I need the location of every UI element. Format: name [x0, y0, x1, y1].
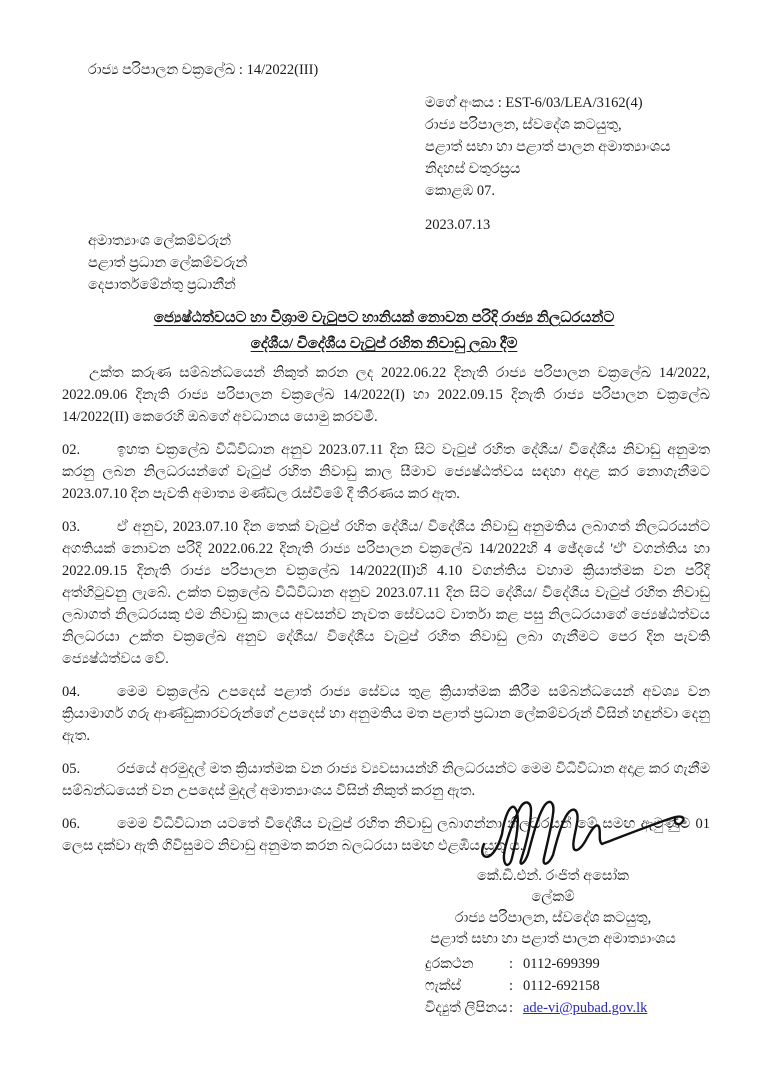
paragraph-number: 06. [62, 816, 81, 832]
separator: : [509, 956, 514, 972]
recipients-block [88, 230, 247, 296]
paragraph-number: 02. [62, 442, 81, 458]
sender-city: කොළඹ 07. [425, 183, 495, 199]
email-label: විද්‍යුත් ලිපිනය [425, 1000, 508, 1016]
signatory-block [400, 866, 706, 950]
signatory-name: කේ.ඩී.එන්. රංජිත් අසෝක [477, 868, 629, 884]
handwritten-signature-image [466, 796, 701, 874]
paragraph-03: 03. ඒ අනුව, 2023.07.10 දින තෙක් වැටුප් රහිත දේශීය/ විදේශීය නිවාඩු අනුමතිය ලබාගත් නිලධරයන්ට අගතියක් නොවන පරිදි 2022.06.22 දිනැති රාජ්‍ය පරිපාලන චක්‍රලේඛ 14/2022හි 4 ඡේදයේ 'ඒ' වගන්තිය හා 2022.09.15 දිනැති රාජ්‍ය පරිපාලන චක්‍රලේඛ 14/2022(II)හි 4.10 වගන්තිය වහාම ක්‍රියාත්මක වන පරිදි අත්හිටුවනු ලැබේ. උක්ත චක්‍රලේඛ විධිවිධාන අනුව 2023.07.11 දින සිට දේශීය/ විදේශීය වැටුප් රහිත නිවාඩු ලබාගත් නිලධරයකු එම නිවාඩු කාලය අවසන්ව නැවත සේවයට වාර්තා කළ පසු නිලධරයාගේ ජ්‍යෙෂ්ඨත්වය නිලධරයා උක්ත චක්‍රලේඛ අනුව දේශීය/ විදේශීය වැටුප් රහිත නිවාඩු ලබා ගැනීමට පෙර දින පැවති ජ්‍යෙෂ්ඨත්වය වේ. [62, 516, 710, 670]
fax-value: 0112-692158 [523, 978, 600, 994]
recipient-line: පළාත් ප්‍රධාන ලේකම්වරුන් [88, 255, 248, 271]
paragraph-06: 06. මෙම විධිවිධාන යටතේ විදේශීය වැටුප් රහිත නිවාඩු ලබාගන්නා නිලධරයන් මේ සමඟ ඇමුණුම 01 ලෙස දක්වා ඇති ගිවිසුමට නිවාඩු අනුමත කරන බලධරයා සමඟ එළඹිය යුතු ය. [62, 813, 710, 857]
paragraph-number: 05. [62, 761, 81, 777]
contact-row-email [425, 997, 647, 1019]
sender-ministry-line1: රාජ්‍ය පරිපාලන, ස්වදේශ කටයුතු, [425, 117, 622, 133]
telephone-label: දුරකථන [425, 956, 474, 972]
document-title-line1: ජ්‍යෙෂ්ඨත්වයට හා විශ්‍රාම වැටුපට හානියක් නොවන පරිදි රාජ්‍ය නිලධරයන්ට [153, 310, 615, 326]
paragraph-01: උක්ත කරුණ සම්බන්ධයෙන් නිකුත් කරන ලද 2022.06.22 දිනැති රාජ්‍ය පරිපාලන චක්‍රලේඛ 14/2022, 2022.09.06 දිනැති රාජ්‍ය පරිපාලන චක්‍රලේඛ 14/2022(I) හා 2022.09.15 දිනැති රාජ්‍ය පරිපාලන චක්‍රලේඛ 14/2022(II) කෙරෙහි ඔබගේ අවධානය යොමු කරවමි. [62, 365, 710, 425]
paragraph-02: 02. ඉහත චක්‍රලේඛ විධිවිධාන අනුව 2023.07.11 දින සිට වැටුප් රහිත දේශීය/ විදේශීය නිවාඩු අනුමත කරනු ලබන නිලධරයන්ගේ වැටුප් රහිත නිවාඩු කාල සීමාව ජ්‍යෙෂ්ඨත්වය සඳහා අදාළ කර නොගැනීමට 2023.07.10 දින පැවති අමාත්‍ය මණ්ඩල රැස්වීමේ දී තීරණය කර ඇත. [62, 439, 710, 505]
separator: : [509, 978, 514, 994]
sender-street: නිදහස් චතුරස්‍රය [425, 161, 521, 177]
telephone-value: 0112-699399 [523, 956, 600, 972]
document-title-line2: දේශීය/ විදේශීය වැටුප් රහිත නිවාඩු ලබා දීම [250, 336, 518, 352]
contact-row-telephone [425, 953, 647, 975]
circular-reference: රාජ්‍ය පරිපාලන චක්‍රලේඛ : 14/2022(III) [88, 62, 319, 78]
letter-body [62, 362, 710, 868]
recipient-line: අමාත්‍යාංශ ලේකම්වරුන් [88, 233, 232, 249]
paragraph-05: 05. රජයේ අරමුදල් මත ක්‍රියාත්මක වන රාජ්‍ය ව්‍යවසායන්හි නිලධරයන්ට මෙම විධිවිධාන අදාළ කර ගැනීම සම්බන්ධයෙන් වන උපදෙස් මුදල් අමාත්‍යාංශය විසින් නිකුත් කරනු ඇත. [62, 758, 710, 802]
fax-label: ෆැක්ස් [425, 978, 462, 994]
contact-block [425, 953, 647, 1019]
paragraph-number: 03. [62, 519, 81, 535]
sender-ministry-line2: පළාත් සභා හා පළාත් පාලන අමාත්‍යාංශය [425, 139, 671, 155]
recipient-line: දෙපාර්තමේන්තු ප්‍රධානීන් [88, 277, 236, 293]
paragraph-04: 04. මෙම චක්‍රලේඛ උපදෙස් පළාත් රාජ්‍ය සේවය තුළ ක්‍රියාත්මක කිරීම සම්බන්ධයෙන් අවශ්‍ය වන ක්‍රියාමාර්ග ගරු ආණ්ඩුකාරවරුන්ගේ උපදෙස් හා අනුමතිය මත පළාත් ප්‍රධාන ලේකම්වරුන් විසින් හඳුන්වා දෙනු ඇත. [62, 681, 710, 747]
signatory-ministry-line1: රාජ්‍ය පරිපාලන, ස්වදේශ කටයුතු, [454, 910, 652, 926]
sender-address-block [425, 92, 671, 236]
contact-row-fax [425, 975, 647, 997]
letter-date: 2023.07.13 [425, 217, 491, 233]
signatory-position: ලේකම් [531, 889, 575, 905]
paragraph-number: 04. [62, 684, 81, 700]
email-link[interactable]: ade-vi@pubad.gov.lk [523, 1000, 648, 1016]
separator: : [509, 1000, 514, 1016]
document-title [0, 305, 768, 357]
sender-my-number: මගේ අංකය : EST-6/03/LEA/3162(4) [425, 95, 643, 111]
signatory-ministry-line2: පළාත් සභා හා පළාත් පාලන අමාත්‍යාංශය [430, 931, 676, 947]
